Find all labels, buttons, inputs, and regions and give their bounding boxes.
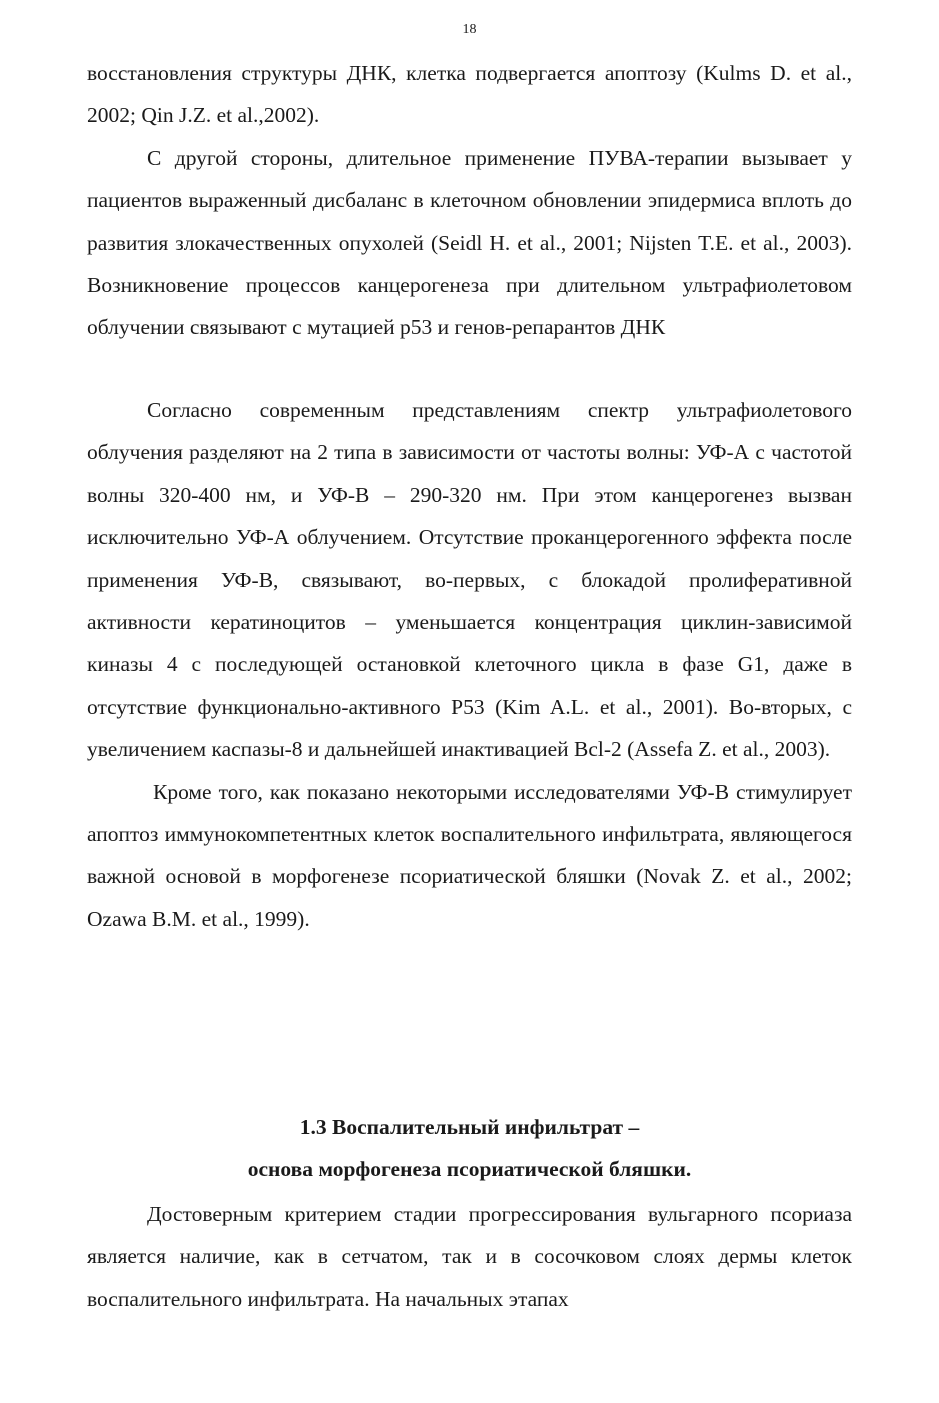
paragraph-uv-spectrum: Согласно современным представлениям спектр ультрафиолетового облучения разделяют на 2 типа в зависимости от частоты волны: УФ-А с частотой волны 320-400 нм, и УФ-В – 290-320 нм. При этом канцерогенез вызван исключительно УФ-А облучением. Отсутствие проканцерогенного эффекта после применения УФ-В, связывают, во-первых, с блокадой пролиферативной активности кератиноцитов – уменьшается концентрация циклин-зависимой киназы 4 с последующей остановкой клеточного цикла в фазе G1, даже в отсутствие функционально-активного Р53 (Kim A.L. et al., 2001). Во-вторых, с увеличением каспазы-8 и дальнейшей инактивацией Bcl-2 (Assefa Z. et al., 2003). <box>87 398 852 762</box>
text-block-mid <box>87 389 852 940</box>
paragraph-uvb-apoptosis: Кроме того, как показано некоторыми исследователями УФ-В стимулирует апоптоз иммунокомпетентных клеток воспалительного инфильтрата, являющегося важной основой в морфогенезе псориатической бляшки (Novak Z. et al., 2002; Ozawa B.M. et al., 1999). <box>87 779 852 931</box>
section-heading-line-1: 1.3 Воспалительный инфильтрат – <box>299 1115 640 1139</box>
paragraph-puva-therapy: С другой стороны, длительное применение ПУВА-терапии вызывает у пациентов выраженный дисбаланс в клеточном обновлении эпидермиса вплоть до развития злокачественных опухолей (Seidl H. et al., 2001; Nijsten T.E. et al., 2003). Возникновение процессов канцерогенеза при длительном ультрафиолетовом облучении связывают с мутацией р53 и генов-репарантов ДНК <box>87 145 852 340</box>
page-number: 18 <box>462 22 477 37</box>
section-heading <box>87 1106 852 1190</box>
section-heading-line-2: основа морфогенеза псориатической бляшки. <box>247 1157 692 1181</box>
paragraph-continuation: восстановления структуры ДНК, клетка подвергается апоптозу (Kulms D. et al., 2002; Qin J.Z. et al.,2002). <box>87 61 852 128</box>
text-block-bottom <box>87 1193 852 1320</box>
text-block-top <box>87 52 852 349</box>
paragraph-infiltrate: Достоверным критерием стадии прогрессирования вульгарного псориаза является наличие, как в сетчатом, так и в сосочковом слоях дермы клеток воспалительного инфильтрата. На начальных этапах <box>87 1202 852 1311</box>
